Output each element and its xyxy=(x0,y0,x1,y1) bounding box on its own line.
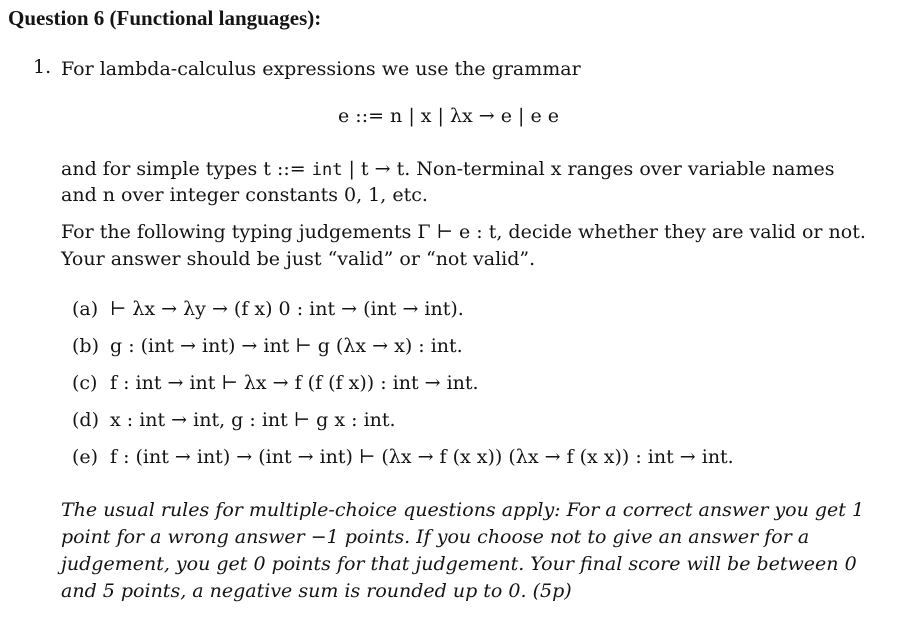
judgement-c xyxy=(72,372,479,394)
task-line-1: For the following typing judgements Γ ⊢ e : t, decide whether they are valid or not. xyxy=(61,221,866,243)
judgement-e xyxy=(72,446,734,468)
judgement-text: x : int → int, g : int ⊢ g x : int. xyxy=(110,409,396,431)
judgement-text: ⊢ λx → λy → (f x) 0 : int → (int → int). xyxy=(110,298,464,320)
int-keyword: int xyxy=(311,160,343,180)
judgement-label: (d) xyxy=(72,409,99,431)
types-line-1 xyxy=(61,156,867,183)
judgement-text: g : (int → int) → int ⊢ g (λx → x) : int. xyxy=(110,335,463,357)
item-number: 1. xyxy=(33,56,52,78)
judgement-label: (a) xyxy=(72,298,99,320)
judgement-a xyxy=(72,298,464,320)
task-line-2: Your answer should be just “valid” or “not valid”. xyxy=(61,248,536,270)
judgement-text: f : (int → int) → (int → int) ⊢ (λx → f (x x)) (λx → f (x x)) : int → int. xyxy=(110,446,734,468)
grammar-line: e ::= n | x | λx → e | e e xyxy=(338,105,559,127)
judgement-d xyxy=(72,409,396,431)
scoring-rules: The usual rules for multiple-choice questions apply: For a correct answer you get 1 point for a wrong answer −1 points. If you choose not to give an answer for a judgement, you get 0 points for that judgement. Your final score will be between 0 and 5 points, a negative sum is rounded up to 0. (5p) xyxy=(61,499,865,602)
question-title: Question 6 (Functional languages): xyxy=(8,6,322,30)
judgement-text: f : int → int ⊢ λx → f (f (f x)) : int → int. xyxy=(110,372,479,394)
judgement-label: (c) xyxy=(72,372,98,394)
types-line-2: and n over integer constants 0, 1, etc. xyxy=(61,184,428,206)
judgement-label: (e) xyxy=(72,446,99,468)
types-text-b: | t → t. Non-terminal x ranges over variable names xyxy=(342,158,835,180)
intro-text: For lambda-calculus expressions we use the grammar xyxy=(61,58,581,80)
judgement-label: (b) xyxy=(72,335,99,357)
types-text-a: and for simple types t ::= xyxy=(61,158,312,180)
judgement-b xyxy=(72,335,463,357)
